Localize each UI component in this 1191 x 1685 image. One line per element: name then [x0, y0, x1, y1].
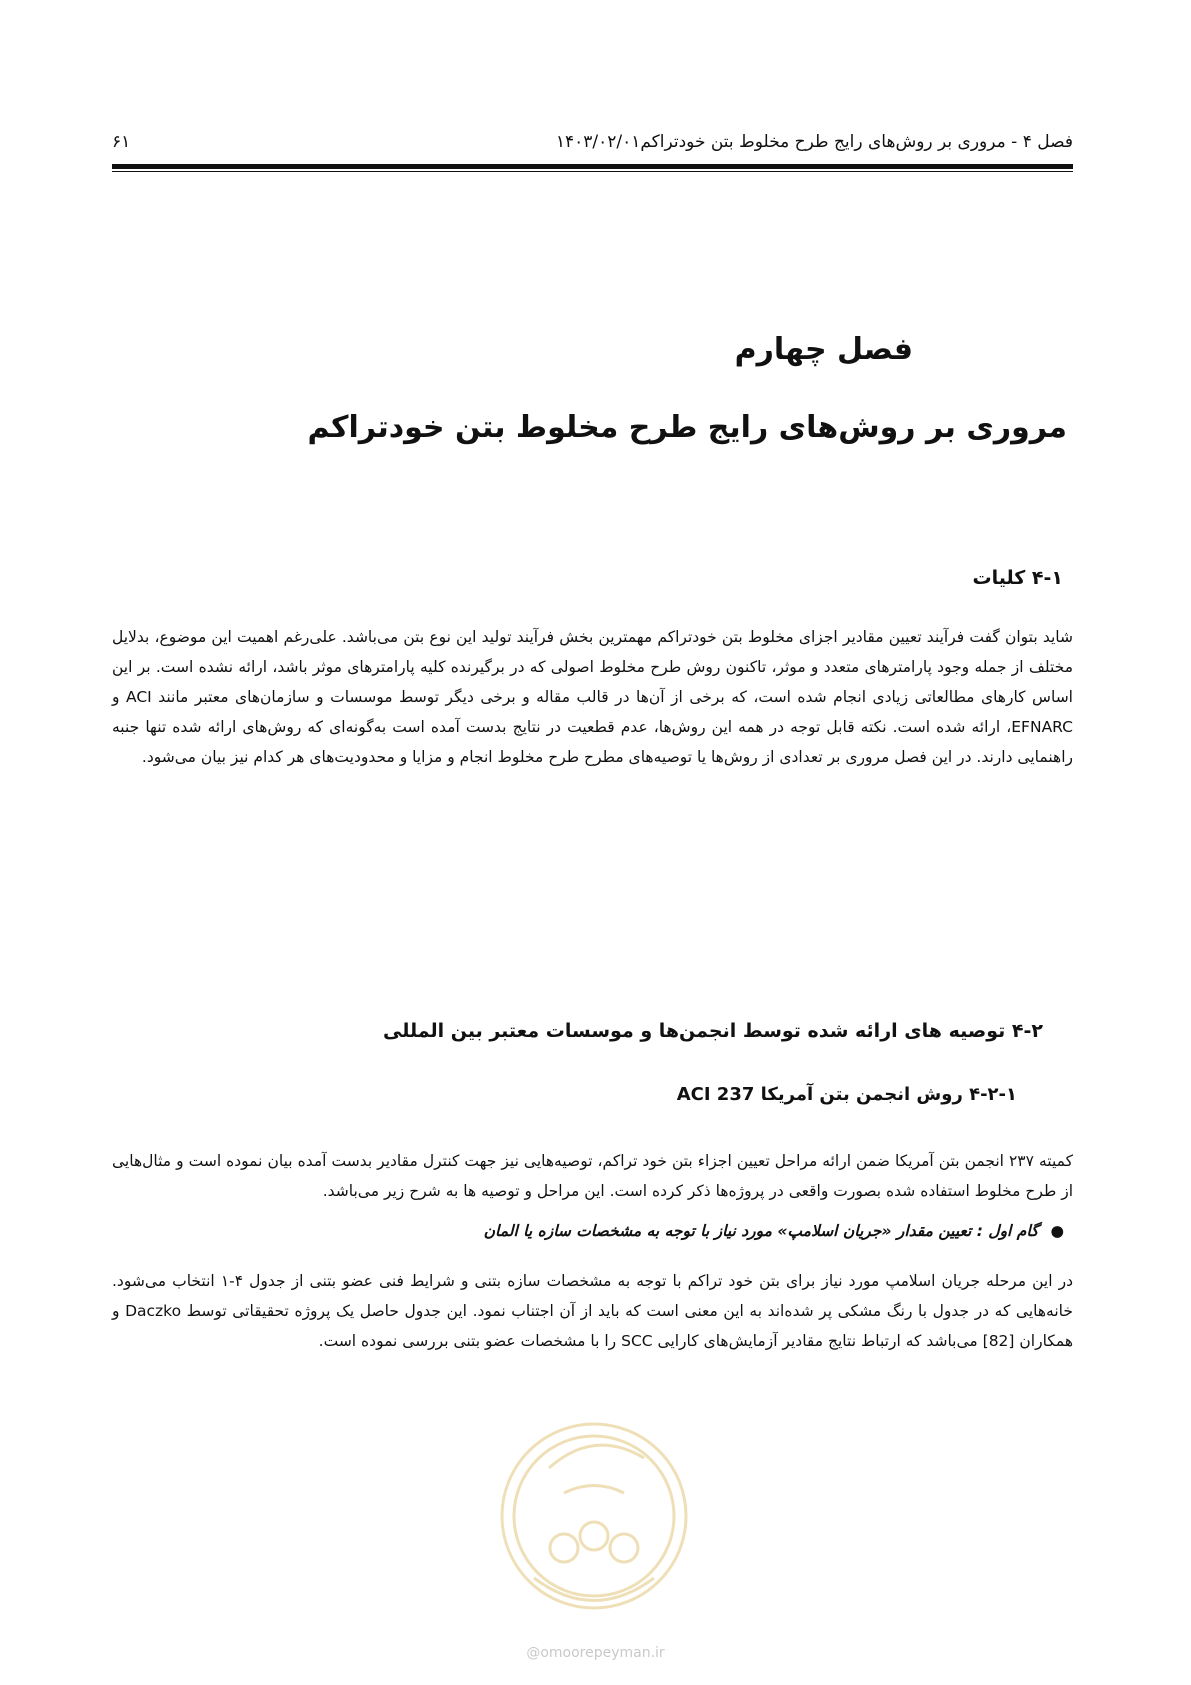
section-heading-general: ۴-۱ کلیات	[972, 567, 1063, 589]
step1-paragraph	[112, 1266, 1073, 1356]
page-number: ۶۱	[112, 132, 131, 152]
subsection-heading-aci: ۴-۲-۱ روش انجمن بتن آمریکا ACI 237	[676, 1084, 1017, 1105]
running-title: فصل ۴ - مروری بر روش‌های رایج طرح مخلوط بتن خودتراکم۱۴۰۳/۰۲/۰۱	[555, 132, 1073, 152]
header-rule-thick	[112, 164, 1073, 169]
intro-paragraph	[112, 622, 1073, 772]
chapter-title: مروری بر روش‌های رایج طرح مخلوط بتن خودتراکم	[307, 410, 1067, 445]
intro-paragraph-text: شاید بتوان گفت فرآیند تعیین مقادیر اجزای مخلوط بتن خودتراکم مهمترین بخش فرآیند تولید این نوع بتن می‌باشد. علی‌رغم اهمیت این موضوع، بدلایل مختلف از جمله وجود پارامترهای متعدد و موثر، تاکنون روش طرح مخلوط اصولی که در برگیرنده کلیه پارامترهای موثر باشد، ارائه نشده است. بر این اساس کارهای مطالعاتی زیادی انجام شده است، که برخی از آن‌ها در قالب مقاله و برخی دیگر توسط موسسات و سازمان‌های معتبر مانند ACI و EFNARC، ارائه شده است. نکته قابل توجه در همه این روش‌ها، عدم قطعیت در نتایج بدست آمده است به‌گونه‌ای که روش‌های ارائه شده تنها جنبه راهنمایی دارند. در این فصل مروری بر تعدادی از روش‌ها یا توصیه‌های مطرح طرح مخلوط انجام و مزایا و محدودیت‌های هر کدام نیز بیان می‌شود.	[112, 628, 1073, 766]
section-heading-international: ۴-۲ توصیه های ارائه شده توسط انجمن‌ها و موسسات معتبر بین المللی	[383, 1020, 1043, 1042]
step1-paragraph-text: در این مرحله جریان اسلامپ مورد نیاز برای بتن خود تراکم با توجه به مشخصات سازه بتنی و شرایط فنی عضو بتنی از جدول ۴-۱ انتخاب می‌شود. خانه‌هایی که در جدول با رنگ مشکی پر شده‌اند به این معنی است که باید از آن اجتناب نمود. این جدول حاصل یک پروژه تحقیقاتی توسط Daczko و همکاران [82] می‌باشد که ارتباط نتایج مقادیر آزمایش‌های کارایی SCC را با مشخصات عضو بتنی بررسی نموده است.	[112, 1272, 1073, 1350]
header-rule-thin	[112, 171, 1073, 172]
chapter-label: فصل چهارم	[734, 332, 913, 367]
bullet-dot-icon: ●	[1050, 1222, 1064, 1240]
step1-bullet-text: گام اول : تعیین مقدار «جریان اسلامپ» مورد نیاز با توجه به مشخصات سازه یا المان	[483, 1222, 1039, 1240]
aci-paragraph-text: کمیته ۲۳۷ انجمن بتن آمریکا ضمن ارائه مراحل تعیین اجزاء بتن خود تراکم، توصیه‌هایی نیز جهت کنترل مقادیر بدست آمده بیان نموده است و مثال‌هایی از طرح مخلوط استفاده شده بصورت واقعی در پروژه‌ها ذکر کرده است. این مراحل و توصیه ها به شرح زیر می‌باشد.	[112, 1152, 1073, 1200]
watermark-url: @omoorepeyman.ir	[526, 1645, 665, 1661]
step1-bullet	[484, 1222, 1064, 1240]
page-header	[112, 132, 1073, 160]
aci-paragraph	[112, 1146, 1073, 1206]
watermark-seal-icon	[494, 1398, 694, 1628]
